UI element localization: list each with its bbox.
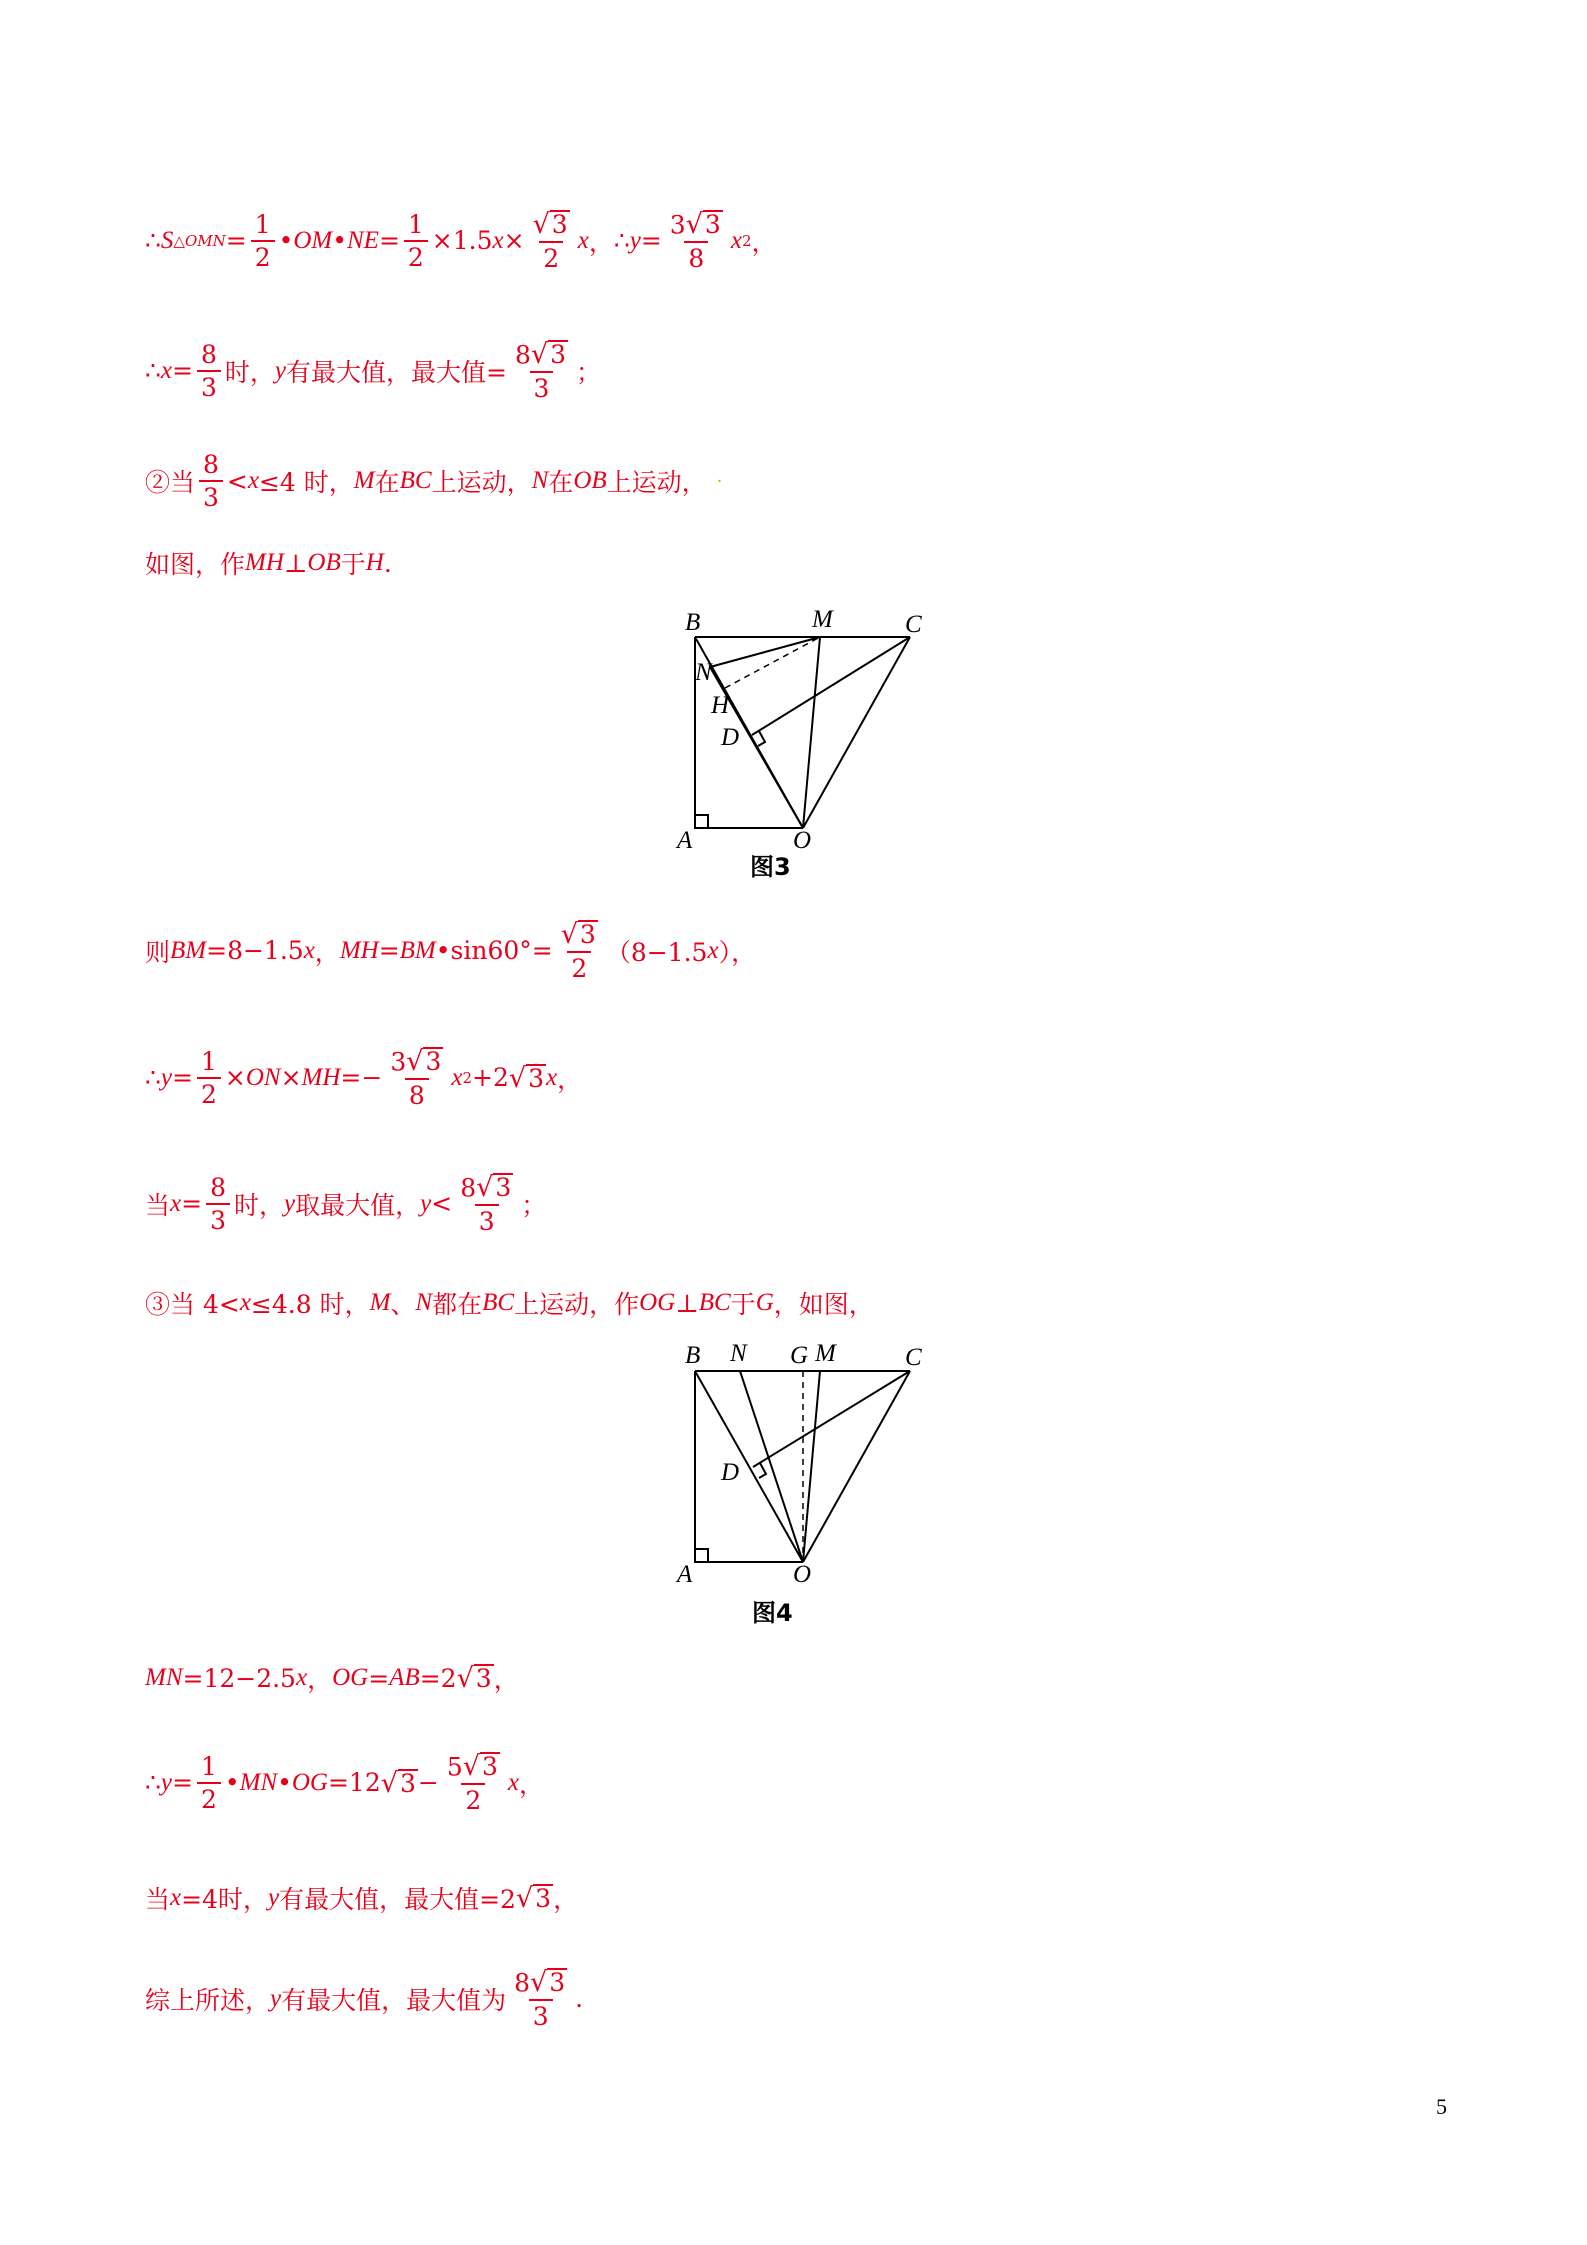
text: × [224,1063,246,1093]
line-9 [145,1660,519,1696]
fraction [666,209,727,274]
denominator: 8 [684,241,708,271]
text: ， [307,1665,333,1694]
numerator: 1 [407,209,424,239]
text: ≤4.8 时， [250,1290,370,1319]
radicand: 3 [549,1968,566,1997]
denominator: 2 [567,951,591,981]
var-x: x [730,226,742,254]
var-x: x [451,1063,463,1091]
line-10 [145,1751,544,1816]
var-mh: MH [301,1063,341,1091]
text: +2 [472,1063,509,1093]
text: • [435,936,451,966]
numerator: 8 √ 3 [514,1967,566,1999]
text: ≤4 时， [258,468,354,497]
text: =− [340,1063,383,1093]
denominator: 3 [530,371,554,401]
fraction [456,1172,517,1237]
text: sin60°= [450,936,553,966]
numerator: 8 [210,1172,226,1202]
text: < [226,466,248,496]
var-ob: OB [573,467,607,494]
var-y: y [629,226,641,254]
var-y: y [160,1063,173,1091]
text: 于 [340,550,366,579]
text: 如图，作 [145,550,246,579]
radicand: 3 [495,1173,512,1202]
text: ×1.5 [431,226,493,256]
coefficient: 5 [446,1752,463,1782]
text: • [277,1768,292,1798]
text: 时， [233,1190,284,1220]
var-on: ON [245,1063,281,1091]
label-a: A [677,827,693,854]
figure-4-diagram [665,1325,935,1635]
radicand: 3 [475,1663,492,1693]
figure-3-caption: 图3 [750,853,791,881]
label-o: O [793,1561,812,1588]
var-x: x [170,1884,182,1911]
radicand: 3 [550,340,566,369]
denominator: 3 [206,1203,230,1233]
var-bm: BM [170,936,207,964]
text: 综上所述， [145,1985,271,2015]
text: （8−1.5 [605,937,708,967]
radicand: 3 [425,1047,442,1076]
coefficient: 8 [514,1968,531,1998]
var-y: y [420,1189,432,1217]
denominator: 8 [405,1078,429,1108]
text: 取最大值， [295,1190,421,1220]
radicand: 3 [399,1768,416,1798]
var-y: y [284,1189,296,1217]
var-x: x [295,1664,308,1691]
therefore-symbol: ∴ [145,226,161,256]
var-om: OM [293,226,333,254]
line-6 [145,1046,583,1111]
label-m: M [815,1340,836,1367]
radicand: 3 [704,210,721,239]
text: ； [521,1190,547,1220]
numerator: 8 √ 3 [460,1172,512,1204]
var-mh: MH [339,936,379,964]
line-1 [145,209,777,274]
text: =8−1.5 [206,936,304,966]
numerator: 3 √ 3 [669,209,721,241]
var-bc: BC [482,1289,515,1316]
label-c: C [905,1344,922,1371]
denominator: 3 [199,480,223,510]
fraction [197,1046,221,1109]
text: = [181,1189,203,1219]
text: ，如图， [773,1290,874,1319]
text: 当 [145,1885,171,1914]
radicand: 3 [481,1752,498,1781]
label-h: H [711,692,730,719]
figure-4 [665,1325,935,1635]
text: . [383,548,392,578]
line-7 [145,1172,547,1237]
var-x: x [577,226,589,254]
figure-3 [665,595,935,885]
text: • [278,226,294,256]
fraction [529,209,574,274]
text: • [224,1768,240,1798]
var-mh: MH [245,549,284,576]
text: = [172,356,193,386]
var-mn: MN [239,1768,278,1796]
sqrt: √ 3 [515,1883,552,1915]
text: 上运动， [431,468,532,497]
therefore-symbol: ∴ [613,226,630,256]
text: = [225,226,247,256]
text: ； [575,357,601,387]
denominator: 2 [404,240,428,270]
var-ne: NE [346,226,379,254]
fraction [199,452,223,510]
fraction [386,1046,447,1111]
label-b: B [685,609,701,636]
text: ， [557,1064,583,1094]
text: − [417,1768,439,1798]
exponent: 2 [462,1068,472,1087]
var-x: x [303,936,315,964]
var-x: x [247,467,259,494]
text: = [172,1768,193,1798]
denominator: 2 [197,1077,221,1107]
text: ）， [718,937,757,967]
label-o: O [793,827,812,854]
fraction [510,1967,571,2032]
stray-dot: · [716,470,723,492]
label-m: M [812,606,833,633]
var-bc: BC [399,467,432,494]
sqrt: √ 3 [456,1663,492,1695]
text: = [172,1063,193,1093]
text: 于 [730,1290,756,1319]
var-bm: BM [399,936,436,964]
text: ⊥ [283,548,308,578]
numerator: 5 √ 3 [446,1751,498,1783]
var-y: y [270,1984,282,2012]
page-number: 5 [1436,2094,1447,2119]
text: ②当 [145,468,196,497]
figure-3-diagram [665,595,935,885]
var-n: N [531,467,549,494]
fraction [511,339,572,404]
fraction [206,1172,230,1235]
label-d: D [721,724,740,751]
label-g: G [790,1342,809,1369]
var-x: x [492,226,504,254]
label-n: N [695,659,712,686]
line-2 [145,339,601,404]
var-x: x [707,936,719,964]
denominator: 2 [539,241,563,271]
therefore-symbol: ∴ [145,1063,161,1093]
text: = [378,936,400,966]
denominator: 3 [475,1204,499,1234]
text: =4时， [181,1885,268,1914]
label-b: B [685,1342,701,1369]
text: ， [493,1665,519,1694]
text: 当 [145,1190,171,1220]
sqrt: √ 3 [508,1062,544,1094]
text: ， [553,1885,579,1914]
text: 有最大值，最大值为 [281,1985,507,2015]
numerator: 8 √ 3 [514,339,566,371]
text: 时， [224,357,275,387]
label-d: D [721,1459,740,1486]
text: = [378,226,400,256]
fraction [197,339,221,402]
var-x: x [507,1768,519,1796]
text: . [575,1984,584,2014]
fraction [557,919,602,984]
line-12 [145,1967,584,2032]
coefficient: 8 [514,340,531,370]
line-4 [145,545,392,581]
var-x: x [239,1289,251,1316]
var-x: x [545,1063,558,1091]
var-og: OG [639,1289,676,1316]
radicand: 3 [535,1883,552,1913]
text: ⊥ [675,1288,699,1318]
numerator: √ 3 [532,209,568,241]
denominator: 3 [529,1999,553,2029]
denominator: 3 [197,370,221,400]
figure-4-caption: 图4 [752,1599,793,1627]
var-h: H [365,549,384,576]
text: ， [588,227,614,257]
numerator: √ 3 [560,919,596,951]
sqrt: √ 3 [380,1767,416,1799]
text: × [503,226,525,256]
text: 有最大值，最大值= [286,357,507,387]
var-m: M [353,467,375,494]
var-ob: OB [307,549,341,576]
line-3 [145,452,722,510]
s-symbol: S [160,226,174,254]
label-c: C [905,611,922,638]
denominator: 2 [251,240,275,270]
var-bc: BC [698,1289,731,1316]
line-11 [145,1880,578,1916]
therefore-symbol: ∴ [145,356,161,386]
text: ， [314,937,340,967]
text: • [332,226,347,256]
var-og: OG [332,1664,369,1691]
radicand: 3 [551,210,568,239]
text: = [640,226,662,256]
text: =2 [419,1663,457,1693]
var-y: y [160,1768,173,1796]
text: 上运动， [606,468,707,497]
line-8 [145,1285,874,1321]
text: 、 [390,1290,416,1319]
numerator: 3 √ 3 [390,1046,442,1078]
var-og: OG [291,1768,328,1796]
var-y: y [267,1884,280,1911]
text: 上运动，作 [514,1290,640,1319]
text: 都在 [432,1290,483,1319]
s-subscript: △OMN [173,231,226,250]
numerator: 8 [203,450,219,479]
numerator: 1 [200,1751,217,1781]
text: 在 [548,468,574,497]
fraction [404,209,428,272]
var-g: G [755,1289,774,1316]
var-ab: AB [389,1664,420,1691]
coefficient: 3 [390,1047,407,1077]
numerator: 1 [200,1046,217,1076]
text: 则 [145,937,171,967]
text: < [431,1189,453,1219]
text: ， [751,227,777,257]
fraction [197,1751,221,1814]
radicand: 3 [528,1063,544,1093]
radicand: 3 [579,920,596,949]
numerator: 8 [200,339,217,369]
text: ③当 4< [145,1290,240,1319]
coefficient: 3 [669,210,686,240]
var-x: x [160,356,173,384]
exponent: 2 [741,231,752,250]
fraction [251,209,275,272]
label-a: A [677,1561,693,1588]
line-5 [145,919,757,984]
text: = [368,1663,390,1693]
denominator: 2 [197,1782,221,1812]
therefore-symbol: ∴ [145,1768,161,1798]
text: 有最大值，最大值=2 [279,1885,516,1914]
var-x: x [170,1189,182,1217]
fraction [443,1751,504,1816]
var-y: y [274,356,286,384]
denominator: 2 [461,1783,485,1813]
var-mn: MN [145,1664,183,1691]
text: 在 [374,468,400,497]
text: ， [518,1769,544,1799]
text: =12 [327,1768,381,1798]
coefficient: 8 [460,1173,477,1203]
numerator: 1 [254,209,271,239]
label-n: N [730,1340,747,1367]
var-m: M [369,1289,391,1316]
var-n: N [415,1289,433,1316]
text: =12−2.5 [182,1663,296,1693]
text: × [280,1063,302,1093]
